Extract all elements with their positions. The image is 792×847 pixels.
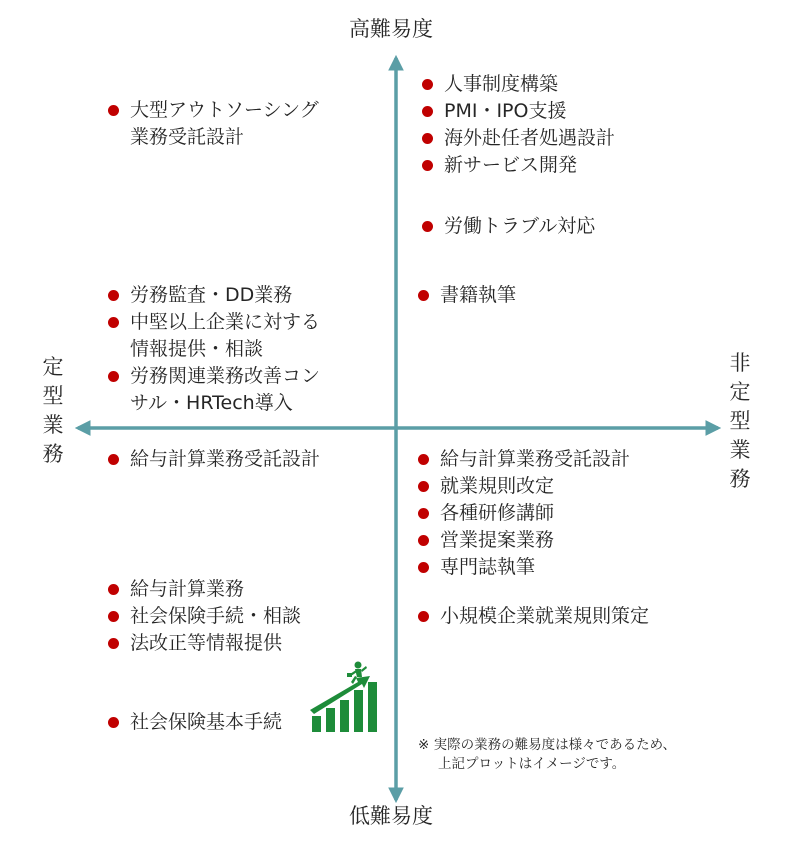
axis-label-left [41, 353, 65, 469]
bullet-item-line: 海外赴任者処遇設計 [444, 127, 616, 149]
disclaimer-line-1: ※ 実際の業務の難易度は様々であるため、 [418, 737, 677, 753]
bullet-item [108, 363, 320, 417]
bullet-item-line: 就業規則改定 [440, 475, 555, 497]
bullet-item [418, 603, 649, 630]
bullet-item-line: 人事制度構築 [444, 73, 559, 95]
bullet-item [108, 97, 319, 151]
axis-label-left-char: 定 [42, 355, 64, 379]
axis-label-right-char: 型 [729, 409, 751, 433]
bullet-item-line: 労働トラブル対応 [444, 215, 596, 237]
top-left-group-2 [108, 282, 320, 417]
bullet-item [418, 282, 516, 309]
bullet-item-line: 法改正等情報提供 [130, 632, 283, 654]
axis-label-right [728, 349, 752, 494]
bullet-item-line: 社会保険基本手続 [130, 711, 283, 733]
bullet-item [108, 603, 301, 630]
bullet-item [422, 213, 595, 240]
bullet-item-line: 中堅以上企業に対する [130, 311, 321, 333]
axis-label-bottom: 低難易度 [349, 804, 433, 828]
growth-chart-runner-icon [308, 660, 380, 736]
axis-label-right-char: 定 [729, 380, 751, 404]
bullet-item-line: 各種研修講師 [440, 502, 555, 524]
bullet-item [422, 71, 615, 98]
axis-label-right-char: 非 [729, 351, 751, 375]
bullet-item [422, 98, 615, 125]
bullet-item-line: 情報提供・相談 [130, 338, 264, 360]
bullet-item [108, 576, 301, 603]
bullet-item-line: 専門誌執筆 [440, 556, 536, 578]
bullet-item-line: 社会保険手続・相談 [130, 605, 302, 627]
top-right-group-1 [422, 71, 615, 179]
bullet-item-line: 書籍執筆 [440, 284, 517, 306]
bullet-item-line: 業務受託設計 [130, 126, 245, 148]
bullet-item [108, 282, 320, 309]
bullet-item-line: 給与計算業務受託設計 [130, 448, 321, 470]
bullet-item [422, 152, 615, 179]
axis-label-top: 高難易度 [349, 17, 433, 41]
bullet-item [108, 709, 282, 736]
top-left-group-1 [108, 97, 319, 151]
disclaimer-note [418, 736, 676, 774]
axis-label-left-char: 型 [42, 384, 64, 408]
disclaimer-line-2: 上記プロットはイメージです。 [438, 756, 626, 772]
bullet-item-line: 新サービス開発 [444, 154, 578, 176]
bullet-item-line: 営業提案業務 [440, 529, 555, 551]
bottom-left-group-1 [108, 446, 320, 473]
bullet-item-line: 小規模企業就業規則策定 [440, 605, 650, 627]
bullet-item-line: サル・HRTech導入 [130, 392, 293, 414]
bullet-item [108, 630, 301, 657]
axis-label-left-char: 務 [42, 442, 64, 466]
axis-label-left-char: 業 [42, 413, 64, 437]
top-right-group-2 [422, 213, 595, 240]
bottom-right-group-2 [418, 603, 649, 630]
top-right-group-3 [418, 282, 516, 309]
bullet-item [422, 125, 615, 152]
bullet-item-line: 給与計算業務受託設計 [440, 448, 631, 470]
bullet-item [108, 309, 320, 363]
bullet-item [418, 446, 630, 473]
axis-label-right-char: 業 [729, 438, 751, 462]
bullet-item [418, 500, 630, 527]
bullet-item-line: 労務監査・DD業務 [130, 284, 293, 306]
bullet-item-line: 大型アウトソーシング [130, 99, 319, 121]
bullet-item-line: PMI・IPO支援 [444, 100, 567, 122]
axis-label-right-char: 務 [729, 467, 751, 491]
bottom-left-group-3 [108, 709, 282, 736]
bullet-item [108, 446, 320, 473]
bullet-item-line: 労務関連業務改善コン [130, 365, 321, 387]
bottom-left-group-2 [108, 576, 301, 657]
bullet-item [418, 473, 630, 500]
bullet-item [418, 527, 630, 554]
bottom-right-group-1 [418, 446, 630, 581]
bullet-item-line: 給与計算業務 [130, 578, 245, 600]
bullet-item [418, 554, 630, 581]
